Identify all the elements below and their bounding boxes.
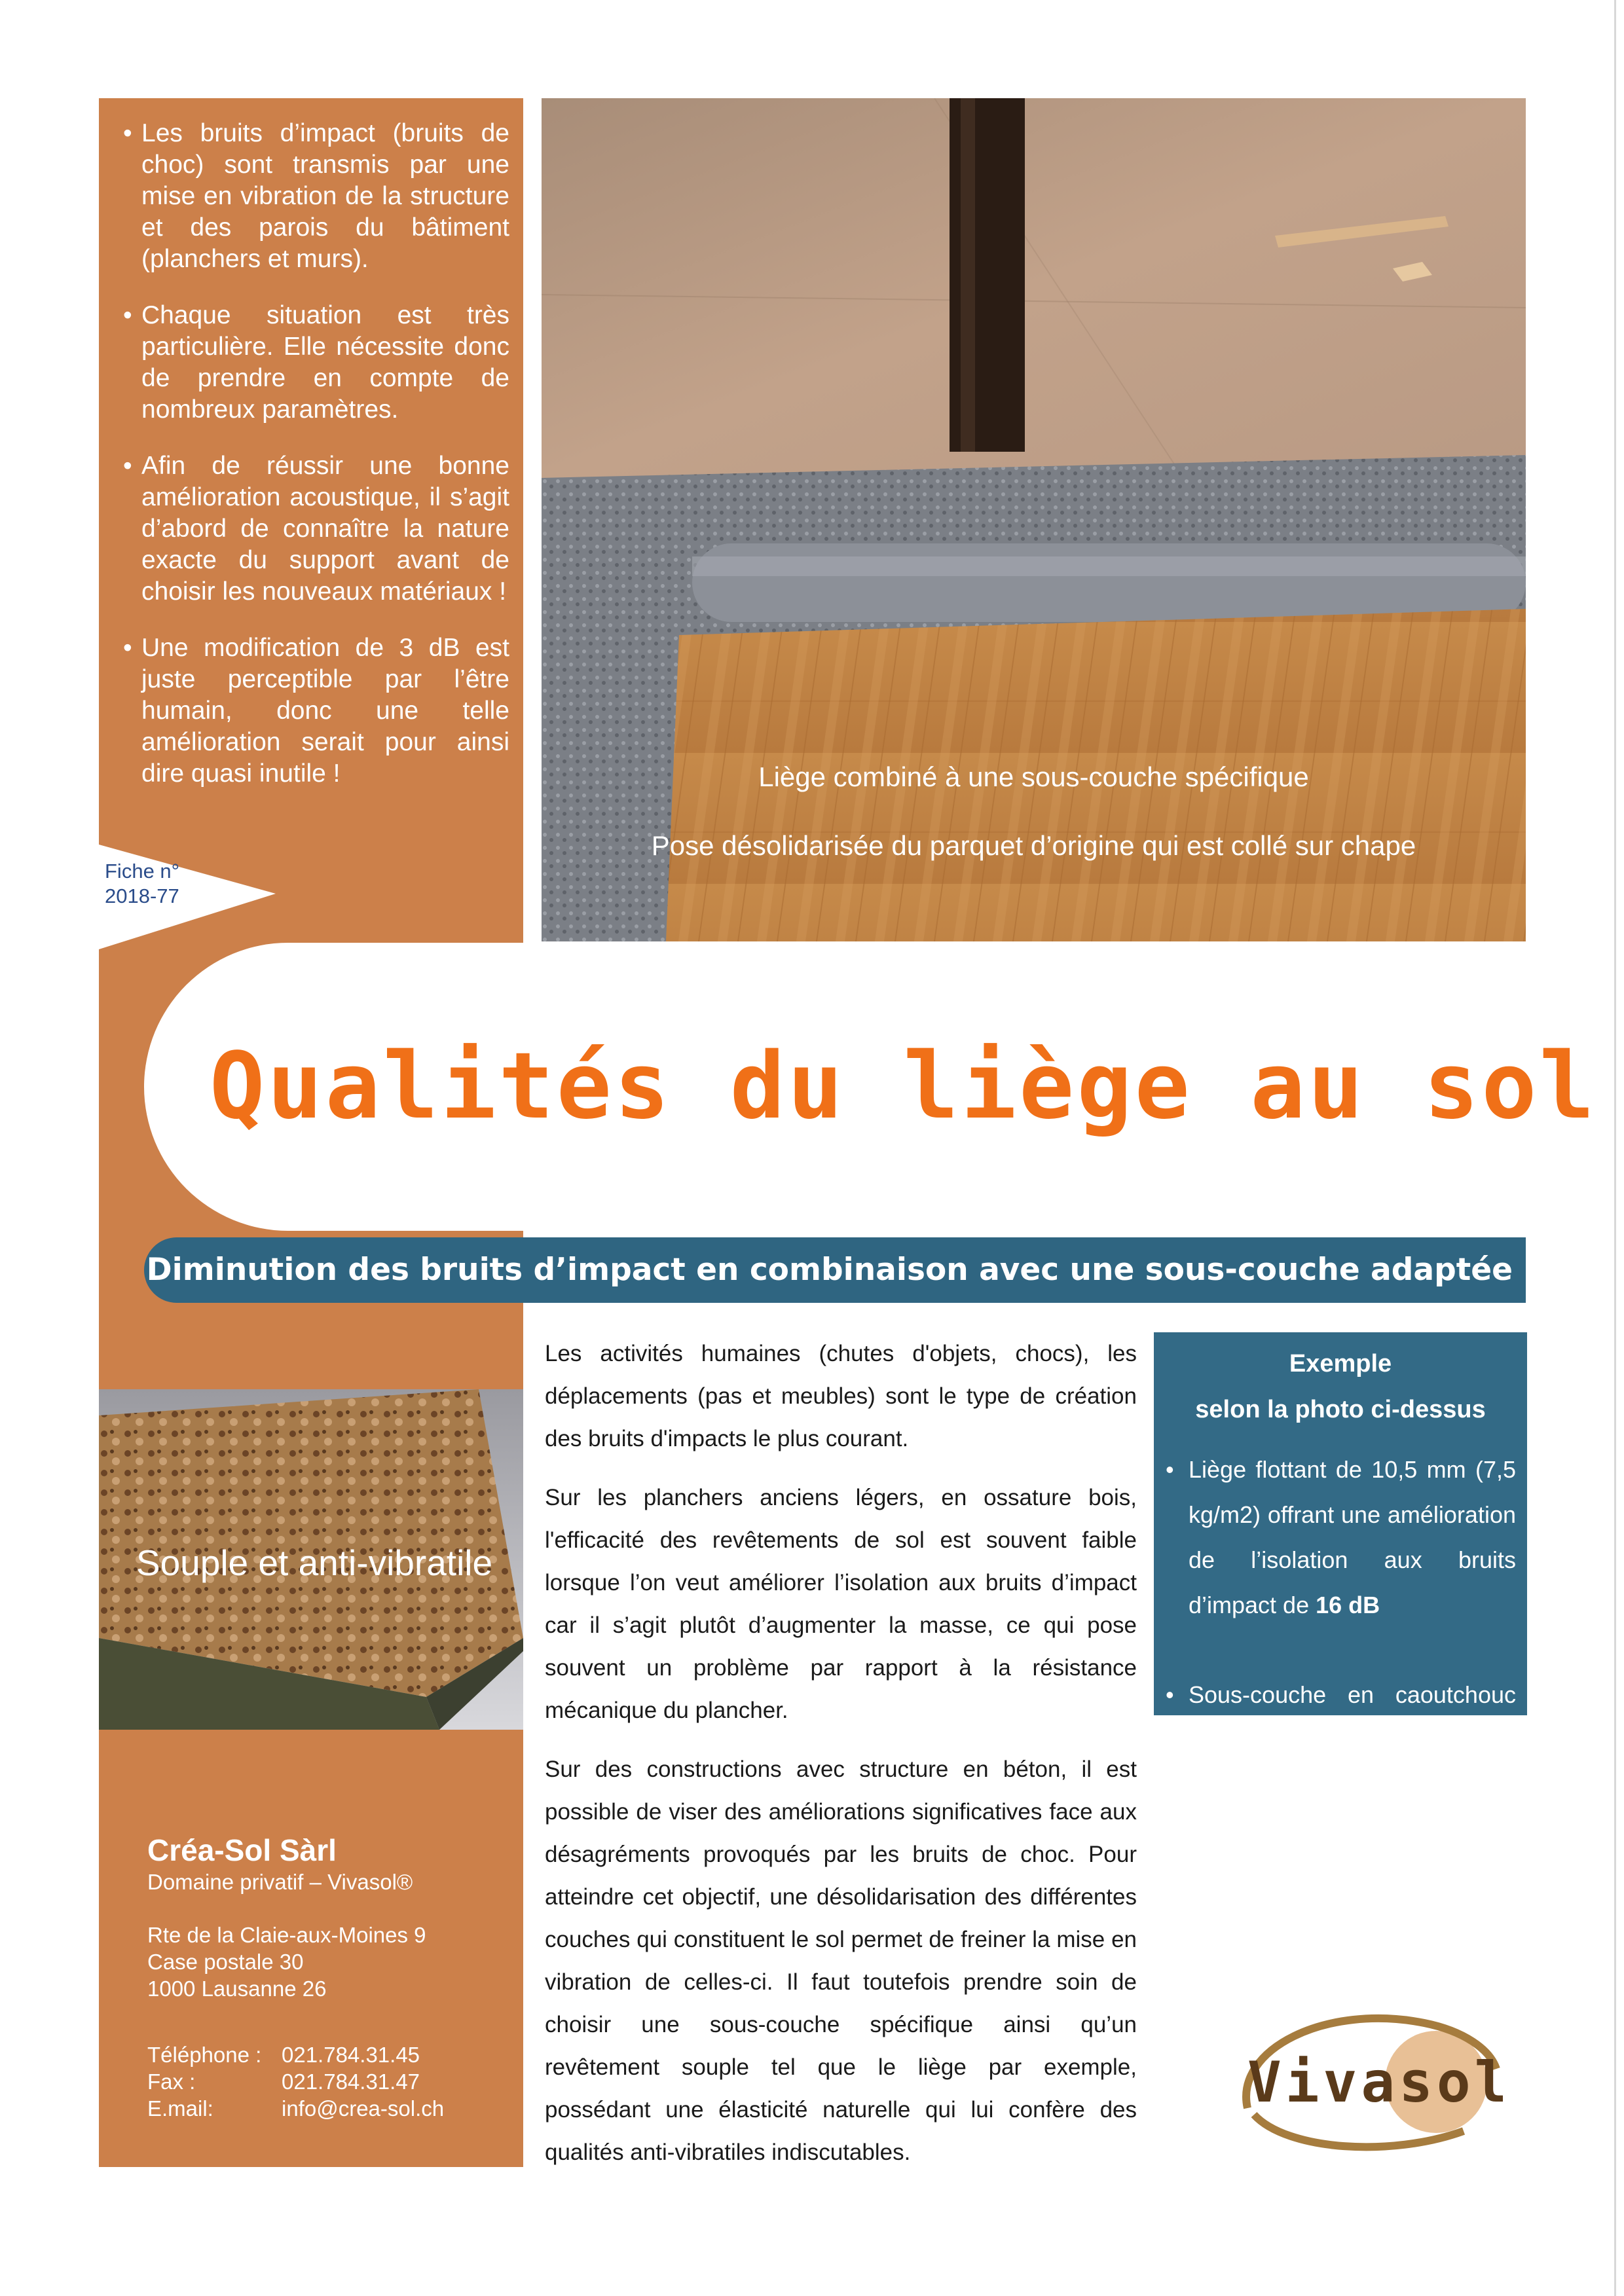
example-title-line-2: selon la photo ci-dessus	[1195, 1396, 1486, 1423]
example-title-line-1: Exemple	[1289, 1350, 1392, 1377]
logo-text: Vivasol	[1247, 2050, 1503, 2115]
company-info	[147, 1832, 514, 2122]
cork-photo-caption: Souple et anti-vibratile	[136, 1542, 493, 1583]
email-value: info@crea-sol.ch	[282, 2096, 445, 2121]
address-line: Rte de la Claie-aux-Moines 9	[147, 1923, 426, 1947]
photo-caption-1: Liège combiné à une sous-couche spécifique	[758, 761, 1309, 792]
left-bullet-item: • Les bruits d’impact (bruits de choc) sont transmis par une mise en vibration de la structure et des parois du bâtiment (planchers et murs).	[123, 118, 509, 275]
floor-photo	[542, 98, 1526, 941]
body-paragraph: Sur les planchers anciens légers, en ossature bois, l'efficacité des revêtements de sol est souvent faible lorsque l’on veut améliorer l’isolation aux bruits d’impact car il s’agit plutôt d’augmenter la masse, ce qui pose souvent un problème par rapport à la résistance mécanique du plancher.	[545, 1485, 1137, 1723]
left-bullet-item: • Chaque situation est très particulière. Elle nécessite donc de prendre en compte de nombreux paramètres.	[123, 300, 509, 426]
body-paragraph: Sur des constructions avec structure en béton, il est possible de viser des améliorations significatives face aux désagréments provoqués par les bruits de choc. Pour atteindre cet objectif, une désolidarisation des différentes couches qui constituent le sol permet de freiner la mise en vibration de celles-ci. Il faut toutefois prendre soin de choisir une sous-couche spécifique ainsi qu’un revêtement souple tel que le liège par exemple, possédant une élasticité naturelle qui lui confère des qualités anti-vibratiles indiscutables.	[545, 1757, 1137, 2165]
company-name: Créa-Sol Sàrl	[147, 1833, 337, 1867]
vivasol-logo	[1228, 1977, 1503, 2160]
fiche-label-text: Fiche n°	[105, 860, 180, 883]
left-bullet-item: • Une modification de 3 dB est juste perceptible par l’être humain, donc une telle amélioration serait pour ainsi dire quasi inutile !	[123, 632, 509, 790]
fax-value: 021.784.31.47	[282, 2069, 420, 2094]
fax-label: Fax :	[147, 2069, 196, 2094]
example-item-text: Liège flottant de 10,5 mm (7,5 kg/m2) offrant une amélioration de l’isolation aux bruits d’impact de	[1189, 1456, 1516, 1618]
example-item-text: Sous-couche en caoutchouc éponge de 3,75 mm (2,54 kg/m2) offrant une absorption des bruits d’impact de	[1189, 1681, 1516, 1844]
example-box	[1154, 1332, 1527, 1844]
example-item	[1166, 1447, 1516, 1628]
email-label: E.mail:	[147, 2096, 213, 2121]
example-title	[1154, 1341, 1527, 1432]
fiche-number: 2018-77	[105, 884, 179, 907]
email-row	[147, 2095, 514, 2122]
example-item-value: 24 dB	[1424, 1817, 1489, 1844]
phone-row	[147, 2041, 514, 2068]
example-item-value: 16 dB	[1316, 1592, 1380, 1618]
phone-label: Téléphone :	[147, 2043, 262, 2067]
photo-caption-2: Pose désolidarisée du parquet d’origine qui est collé sur chape	[651, 830, 1416, 861]
subtitle: Diminution des bruits d’impact en combinaison avec une sous-couche adaptée	[146, 1252, 1513, 1288]
address-line: 1000 Lausanne 26	[147, 1977, 327, 2001]
example-item	[1166, 1672, 1516, 1853]
phone-value: 021.784.31.45	[282, 2043, 420, 2067]
address-line: Case postale 30	[147, 1950, 304, 1974]
left-bullet-list	[123, 118, 509, 814]
company-domain: Domaine privatif – Vivasol®	[147, 1870, 413, 1894]
main-body-text	[545, 1332, 1137, 2190]
page-title: Qualités du liège au sol	[210, 1033, 1597, 1140]
fiche-label	[105, 859, 179, 909]
body-paragraph: Les activités humaines (chutes d'objets, chocs), les déplacements (pas et meubles) sont le type de création des bruits d'impacts le plus courant.	[545, 1341, 1137, 1451]
left-bullet-item: • Afin de réussir une bonne amélioration acoustique, il s’agit d’abord de connaître la nature exacte du support avant de choisir les nouveaux matériaux !	[123, 450, 509, 608]
example-list	[1166, 1447, 1516, 1897]
page-border-line	[1614, 0, 1616, 2296]
floor-photo-illustration	[542, 98, 1526, 941]
fax-row	[147, 2068, 514, 2095]
vivasol-logo-graphic	[1228, 1977, 1503, 2160]
